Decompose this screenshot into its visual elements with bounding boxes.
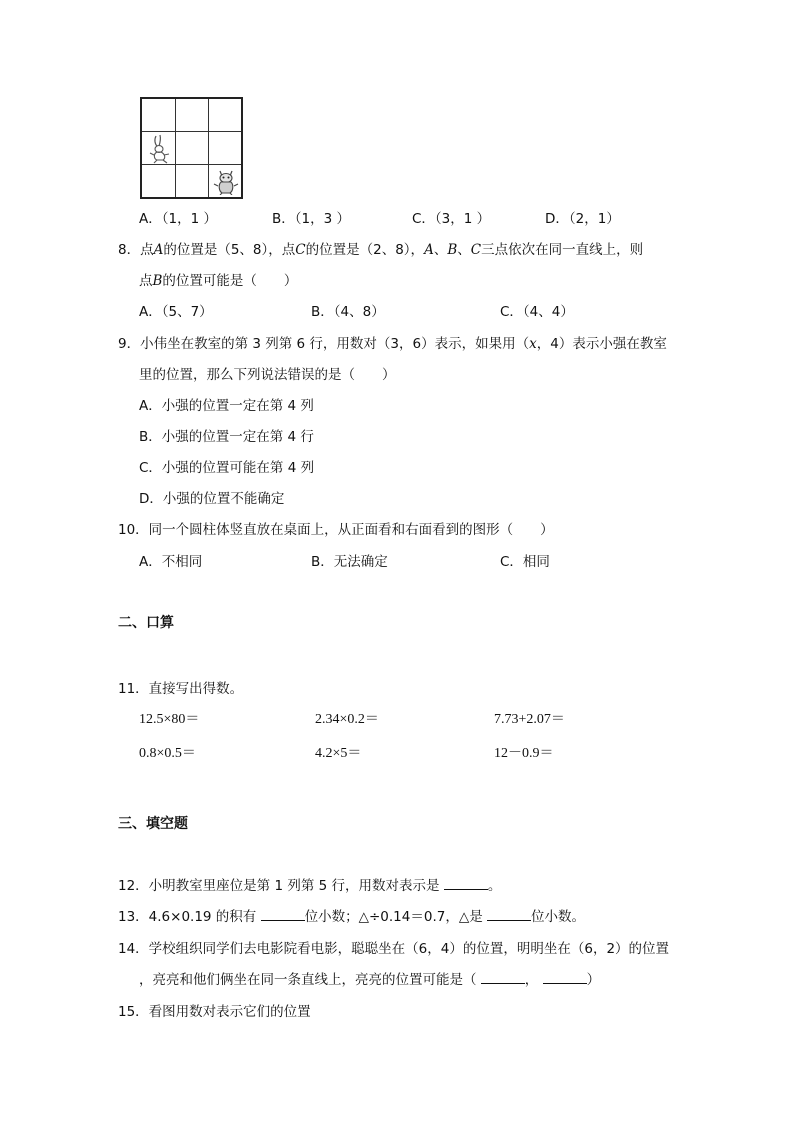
q14-text: ， xyxy=(524,972,539,988)
answer-blank[interactable] xyxy=(481,970,525,984)
q9-option-d[interactable]: D．小强的位置不能确定 xyxy=(139,491,285,507)
q13-stem xyxy=(118,905,585,925)
q8-text: 的位置是（2、8）， xyxy=(305,242,425,258)
q12-text: 12．小明教室里座位是第 1 列第 5 行，用数对表示是 xyxy=(118,878,440,894)
answer-blank[interactable] xyxy=(261,907,305,921)
q10-option-a[interactable]: A．不相同 xyxy=(139,554,203,570)
q13-text: 位小数；△÷0.14＝0.7，△是 xyxy=(304,909,483,925)
q8-text: 点 xyxy=(139,273,153,289)
answer-blank[interactable] xyxy=(543,970,587,984)
grid-line xyxy=(175,99,176,197)
grid-line xyxy=(142,164,241,165)
answer-blank[interactable] xyxy=(487,907,531,921)
q8-text: 、 xyxy=(457,242,471,258)
q8-var-c: C xyxy=(295,242,306,258)
q11-calc-3: 7.73+2.07＝ xyxy=(494,712,565,727)
q7-option-a[interactable]: A．（1，1 ） xyxy=(139,211,217,227)
q14-stem-line1: 14．学校组织同学们去电影院看电影，聪聪坐在（6，4）的位置，明明坐在（6，2）的位置 xyxy=(118,941,670,957)
answer-blank[interactable] xyxy=(444,876,488,890)
q15-stem: 15．看图用数对表示它们的位置 xyxy=(118,1004,311,1020)
q7-option-b[interactable]: B．（1，3 ） xyxy=(272,211,350,227)
q9-option-a[interactable]: A．小强的位置一定在第 4 列 xyxy=(139,398,314,414)
q9-stem-line2: 里的位置，那么下列说法错误的是（ ） xyxy=(139,367,396,383)
q8-text: 的位置是（5、8），点 xyxy=(163,242,296,258)
q7-option-c[interactable]: C．（3，1 ） xyxy=(412,211,491,227)
q8-var-b: B xyxy=(447,242,458,258)
q11-calc-5: 4.2×5＝ xyxy=(315,746,362,761)
rabbit-icon xyxy=(148,134,172,164)
q9-option-b[interactable]: B．小强的位置一定在第 4 行 xyxy=(139,429,314,445)
cat-icon xyxy=(213,167,239,195)
q7-option-d[interactable]: D．（2，1） xyxy=(545,211,620,227)
section-title-fill-in: 三、填空题 xyxy=(118,816,188,832)
q11-calc-6: 12－0.9＝ xyxy=(494,746,554,761)
grid-line xyxy=(208,99,209,197)
q8-var-a: A xyxy=(424,242,434,258)
q11-calc-1: 12.5×80＝ xyxy=(139,712,200,727)
q9-text: 9．小伟坐在教室的第 3 列第 6 行，用数对（3，6）表示，如果用（ xyxy=(118,336,530,352)
q8-var-a: A xyxy=(153,242,164,258)
q14-stem-line2 xyxy=(139,968,600,988)
q9-text: ，4）表示小强在教室 xyxy=(536,336,667,352)
q11-stem: 11．直接写出得数。 xyxy=(118,681,244,697)
q8-text: 的位置可能是（ ） xyxy=(162,273,298,289)
q8-text: 三点依次在同一直线上，则 xyxy=(481,242,644,258)
grid-line xyxy=(142,131,241,132)
q8-text: 8．点 xyxy=(118,242,154,258)
q8-var-c: C xyxy=(470,242,482,258)
q14-text: ，亮亮和他们俩坐在同一条直线上，亮亮的位置可能是（ xyxy=(139,972,477,988)
position-grid-figure xyxy=(140,97,243,199)
q10-option-c[interactable]: C．相同 xyxy=(500,554,550,570)
q13-text: 位小数。 xyxy=(531,909,586,925)
q9-option-c[interactable]: C．小强的位置可能在第 4 列 xyxy=(139,460,315,476)
q11-calc-4: 0.8×0.5＝ xyxy=(139,746,196,761)
q8-stem-line1 xyxy=(118,238,643,258)
section-title-mental-math: 二、口算 xyxy=(118,615,174,631)
q12-text: 。 xyxy=(487,878,502,894)
q8-option-b[interactable]: B．（4、8） xyxy=(311,304,385,320)
q14-text: ） xyxy=(586,972,601,988)
q13-text: 13．4.6×0.19 的积有 xyxy=(118,909,257,925)
q12-stem xyxy=(118,874,501,894)
q9-var-x: x xyxy=(529,336,537,352)
q10-option-b[interactable]: B．无法确定 xyxy=(311,554,388,570)
q10-stem: 10．同一个圆柱体竖直放在桌面上，从正面看和右面看到的图形（ ） xyxy=(118,522,554,538)
q8-option-a[interactable]: A．（5、7） xyxy=(139,304,213,320)
q8-option-c[interactable]: C．（4、4） xyxy=(500,304,574,320)
q9-stem-line1 xyxy=(118,332,667,352)
q8-stem-line2 xyxy=(139,269,297,289)
q8-var-b: B xyxy=(152,273,163,289)
q8-text: 、 xyxy=(433,242,448,258)
q11-calc-2: 2.34×0.2＝ xyxy=(315,712,379,727)
